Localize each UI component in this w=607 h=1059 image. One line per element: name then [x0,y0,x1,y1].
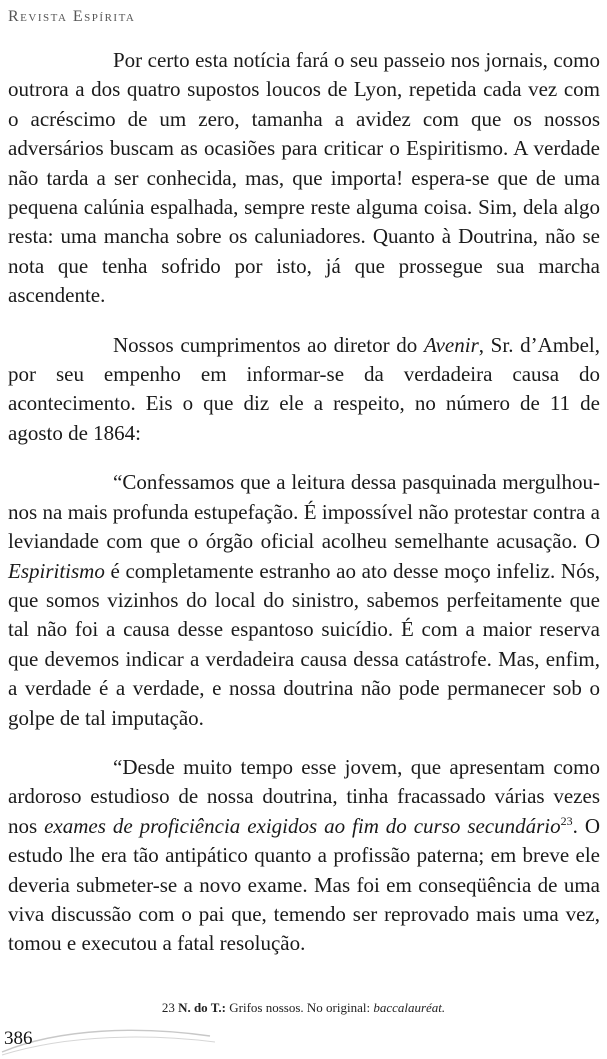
footnote-text: Grifos nossos. No original: [229,1000,371,1015]
paragraph-3-text-a: “Confessamos que a leitura dessa pasquinada mergulhou-nos na mais profunda estupefação. É impossível não protestar contra a leviandade com que o órgão oficial acolheu semelhante acusação. O [8,470,600,554]
paragraph-1-text: Por certo esta notícia fará o seu passeio nos jornais, como outrora a dos quatro supostos loucos de Lyon, repetida cada vez com o acréscimo de um zero, tamanha a avidez com que os nossos adversários buscam as ocasiões para criticar o Espiritismo. A verdade não tarda a ser conhecida, mas, que importa! espera-se que de uma pequena calúnia espalhada, sempre reste alguma coisa. Sim, dela algo resta: uma mancha sobre os caluniadores. Quanto à Doutrina, não se nota que tenha sofrido por isto, já que prossegue sua marcha ascendente. [8,48,600,308]
footnote-number: 23 [161,1000,175,1015]
paragraph-4 [8,753,600,959]
footnote-label: N. do T.: [178,1000,226,1015]
footnote [0,1000,607,1016]
footnote-ref[interactable]: 23 [560,813,573,828]
paragraph-2-text-a: Nossos cumprimentos ao diretor do [113,332,424,357]
body-text [8,46,600,979]
paragraph-2 [8,331,600,449]
footnote-original-term: baccalauréat. [373,1000,446,1015]
emphasis-espiritismo: Espiritismo [8,558,105,583]
paragraph-4-text-b: . O estudo lhe era tão antipático quanto a profissão paterna; em breve ele deveria submeter-se a novo exame. Mas foi em conseqüência de uma viva discussão com o pai que, temendo ser reprovado mais uma vez, tomou e executou a fatal resolução. [8,813,600,956]
paragraph-1 [8,46,600,311]
newspaper-name: Avenir [423,332,479,357]
decorative-swoosh-icon [0,1022,220,1059]
page-number: 386 [4,1028,33,1049]
paragraph-4-text-a: “Desde muito tempo esse jovem, que apresentam como ardoroso estudioso de nossa doutrina, tinha fracassado várias vezes nos [8,754,600,838]
paragraph-3-text-b: é completamente estranho ao ato desse moço infeliz. Nós, que somos vizinhos do local do sinistro, sabemos perfeitamente que tal não foi a causa desse espantoso suicídio. É com a maior reserva que devemos indicar a verdadeira causa dessa catástrofe. Mas, enfim, a verdade é a verdade, e nossa doutrina não pode permanecer sob o golpe de tal imputação. [8,558,600,730]
paragraph-2-text-b: , Sr. d’Ambel, por seu empenho em informar-se da verdadeira causa do acontecimento. Eis o que diz ele a respeito, no número de 11 de agosto de 1864: [8,332,600,445]
paragraph-3 [8,468,600,733]
running-head: Revista Espírita [8,8,136,25]
emphasis-exames: exames de proficiência exigidos ao fim do curso secundário [44,813,561,838]
